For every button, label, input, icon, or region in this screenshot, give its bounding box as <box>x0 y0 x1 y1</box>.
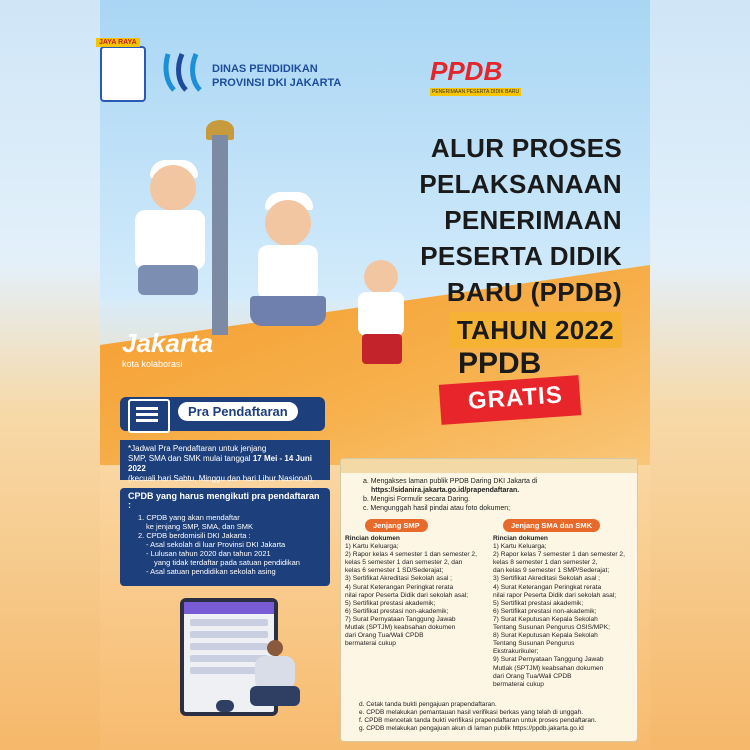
smp-item: 4) Surat Keterangan Peringkat rerata <box>345 583 454 591</box>
smp-item: nilai rapor Peserta Didik dari sekolah asal; <box>345 591 469 599</box>
cpdb-item-1b: ke jenjang SMP, SMA, dan SMK <box>146 522 253 531</box>
sma-item: 1) Kartu Keluarga; <box>493 543 547 551</box>
jakarta-wordmark: Jakarta <box>122 328 214 358</box>
step-a-link: https://sidanira.jakarta.go.id/prapendaftaran. <box>371 487 520 494</box>
cpdb-item-1: 1. CPDB yang akan mendaftar <box>138 513 240 522</box>
step-d: d. Cetak tanda bukti pengajuan prapendaftaran. <box>359 701 497 708</box>
title-line-3: PENERIMAAN <box>444 205 622 235</box>
cpdb-requirements <box>120 488 330 586</box>
sma-item: dari Orang Tua/Wali CPDB <box>493 672 572 680</box>
laptop-row <box>190 619 268 626</box>
step-c: c. Mengunggah hasil pindai atau foto dokumen; <box>363 505 511 512</box>
header-logos <box>100 38 540 108</box>
step-f: f. CPDB mencetak tanda bukti verifikasi prapendaftaran untuk proses pendaftaran. <box>359 717 597 724</box>
smp-item: dari Orang Tua/Wali CPDB <box>345 632 424 640</box>
smp-item: 1) Kartu Keluarga; <box>345 543 399 551</box>
sma-item: Tentang Susunan Pengurus <box>493 640 575 648</box>
jadwal-line-3: (kecuali hari Sabtu, Minggu dan hari Libur Nasional). <box>128 474 315 483</box>
title-line-5: BARU (PPDB) <box>446 277 622 307</box>
sma-item: dan kelas 9 semester 1 SMP/Sederajat; <box>493 567 610 575</box>
smp-item: 6) Sertifikat prestasi non-akademik; <box>345 607 449 615</box>
kid2-skirt <box>250 296 326 326</box>
jadwal-info <box>120 440 330 483</box>
person-illustration <box>245 640 305 710</box>
smp-item: kelas 5 semester 1 dan semester 2, dan <box>345 559 463 567</box>
title-line-4: PESERTA DIDIK <box>420 241 622 271</box>
person-legs <box>250 686 300 706</box>
sma-item: nilai rapor Peserta Didik dari sekolah asal; <box>493 591 617 599</box>
cpdb-item-2: 2. CPDB berdomisili DKI Jakarta : <box>138 531 251 540</box>
kid3-head <box>364 260 398 294</box>
title-line-1: ALUR PROSES <box>430 133 622 163</box>
smp-item: kelas 6 semester 1 SD/Sederajat; <box>345 567 444 575</box>
jadwal-dates: 17 Mei - 14 Juni 2022 <box>128 454 312 473</box>
gratis-label: GRATIS <box>467 381 564 415</box>
sma-item: 5) Sertifikat prestasi akademik; <box>493 599 584 607</box>
ppdb-badge-text: PPDB <box>458 347 542 380</box>
ppdb-logo-text: PPDB <box>430 56 503 86</box>
sma-item: 9) Surat Pernyataan Tanggung Jawab <box>493 656 604 664</box>
dinas-pendidikan-logo <box>162 48 206 96</box>
panel-titlebar <box>341 459 637 473</box>
cpdb-sub-2: - Lulusan tahun 2020 dan tahun 2021 <box>146 549 271 558</box>
main-title <box>419 130 622 348</box>
monas-monument <box>212 135 228 335</box>
smp-item: 3) Sertifikat Akreditasi Sekolah asal ; <box>345 575 453 583</box>
jakarta-tagline: kota kolaborasi <box>122 359 183 369</box>
footer-steps <box>359 701 629 733</box>
sma-item: 4) Surat Keterangan Peringkat rerata <box>493 583 602 591</box>
smp-item: 5) Sertifikat prestasi akademik; <box>345 599 436 607</box>
sma-documents <box>493 535 633 689</box>
step-a-1: a. Mengakses laman publik PPDB Daring DKI Jakarta di <box>363 478 538 485</box>
step-b: b. Mengisi Formulir secara Daring. <box>363 496 470 503</box>
ppdb-logo <box>430 44 540 104</box>
document-panel <box>340 458 638 742</box>
laptop-row <box>190 631 268 638</box>
cpdb-sub-2b: yang tidak terdaftar pada satuan pendidikan <box>154 558 300 567</box>
smp-item: Mutlak (SPTJM) keabsahan dokumen <box>345 624 456 632</box>
laptop-header-bar <box>184 602 274 614</box>
sma-item: kelas 8 semester 1 dan semester 2, <box>493 559 598 567</box>
pra-pendaftaran-label: Pra Pendaftaran <box>178 402 298 421</box>
book-icon <box>128 399 170 433</box>
title-year: TAHUN 2022 <box>449 312 622 348</box>
sma-item: 8) Surat Keputusan Kepala Sekolah <box>493 632 598 640</box>
kid1-legs <box>138 265 198 295</box>
kid1-body <box>135 210 205 270</box>
step-g: g. CPDB melakukan pengajuan akun di laman publik https://ppdb.jakarta.go.id <box>359 725 584 732</box>
cpdb-sub-3: - Asal satuan pendidikan sekolah asing <box>146 567 276 576</box>
smp-rincian: Rincian dokumen <box>345 535 400 542</box>
steps-list <box>363 477 628 513</box>
smp-item: 7) Surat Pernyataan Tanggung Jawab <box>345 615 456 623</box>
ppdb-logo-subtitle: PENERIMAAN PESERTA DIDIK BARU <box>432 89 520 95</box>
jadwal-line-2: SMP, SMA dan SMK mulai tanggal <box>128 454 251 463</box>
kid3-body <box>358 292 404 336</box>
sma-item: bermaterai cukup <box>493 680 544 688</box>
smp-item: bermaterai cukup <box>345 640 396 648</box>
jaya-raya-emblem <box>99 39 146 102</box>
sma-item: Tentang Susunan Pengurus OSIS/MPK; <box>493 624 610 632</box>
jaya-raya-label: JAYA RAYA <box>96 38 140 47</box>
kid1-head <box>150 165 196 211</box>
sma-item: Mutlak (SPTJM) keabsahan dokumen <box>493 664 604 672</box>
jenjang-smp-header: Jenjang SMP <box>365 519 428 532</box>
pra-pendaftaran-header <box>120 397 325 431</box>
sma-item: 3) Sertifikat Akreditasi Sekolah asal ; <box>493 575 601 583</box>
cat-illustration <box>216 700 234 712</box>
person-head <box>267 640 283 656</box>
kid2-head <box>265 200 311 246</box>
cpdb-sub-1: - Asal sekolah di luar Provinsi DKI Jakarta <box>146 540 286 549</box>
sma-item: 6) Sertifikat prestasi non-akademik; <box>493 607 597 615</box>
jenjang-sma-header: Jenjang SMA dan SMK <box>503 519 600 532</box>
smp-item: 2) Rapor kelas 4 semester 1 dan semester 2, <box>345 551 477 559</box>
dinas-line1: DINAS PENDIDIKAN <box>212 63 318 75</box>
jakarta-brand <box>122 328 213 369</box>
sma-item: 2) Rapor kelas 7 semester 1 dan semester 2, <box>493 551 625 559</box>
dinas-line2: PROVINSI DKI JAKARTA <box>212 77 342 89</box>
jadwal-line-1: *Jadwal Pra Pendaftaran untuk jenjang <box>128 444 267 453</box>
sma-item: Ekstrakurikuler; <box>493 648 539 656</box>
kid2-body <box>258 245 318 300</box>
smp-documents <box>345 535 485 648</box>
dinas-title <box>212 62 341 90</box>
person-body <box>255 656 295 690</box>
step-e: e. CPDB melakukan pemantauan hasil verifikasi berkas yang telah di unggah. <box>359 709 584 716</box>
sma-item: 7) Surat Keputusan Kepala Sekolah <box>493 615 598 623</box>
cpdb-header: CPDB yang harus mengikuti pra pendaftaran : <box>128 491 320 510</box>
sma-rincian: Rincian dokumen <box>493 535 548 542</box>
title-line-2: PELAKSANAAN <box>419 169 622 199</box>
kid3-legs <box>362 334 402 364</box>
